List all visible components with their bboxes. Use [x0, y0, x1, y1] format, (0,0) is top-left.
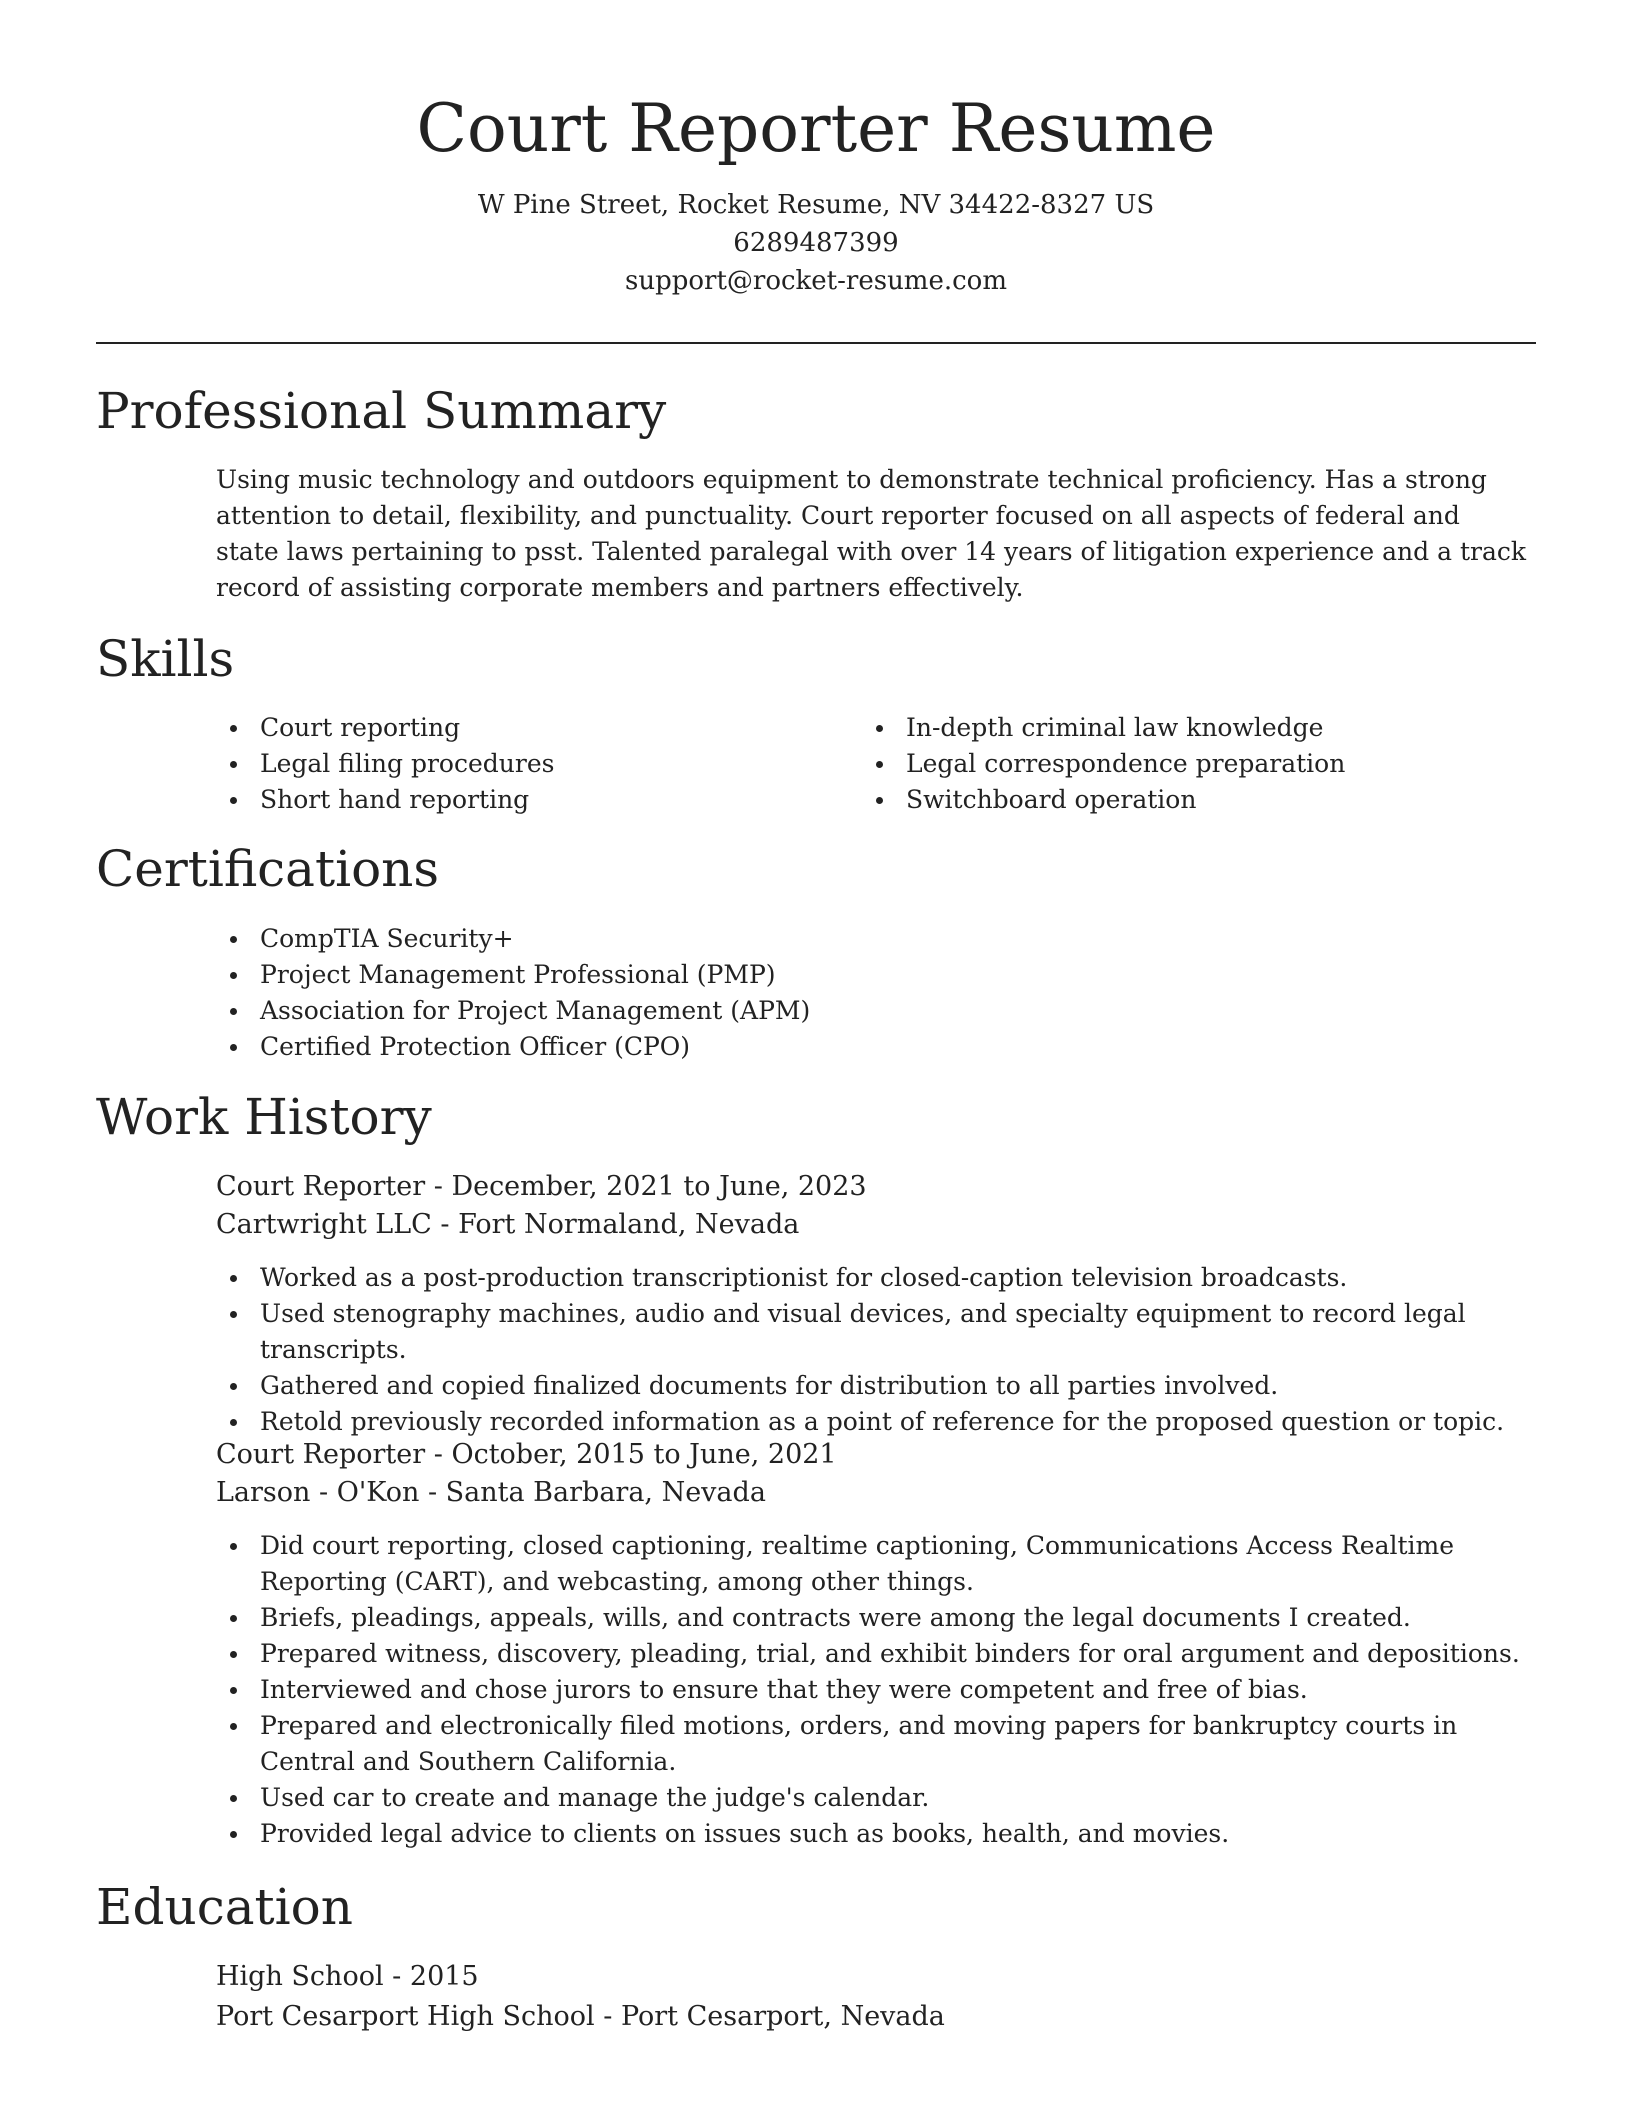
separator: -	[425, 1439, 452, 1470]
certifications-heading: Certifications	[96, 840, 440, 898]
job-title: Court Reporter	[216, 1439, 426, 1470]
list-item: Legal correspondence preparation	[862, 746, 1482, 782]
list-item: In-depth criminal law knowledge	[862, 710, 1482, 746]
job-company: Larson - O'Kon	[216, 1477, 420, 1508]
separator: -	[425, 1171, 452, 1202]
separator: -	[594, 2001, 621, 2032]
list-item: CompTIA Security+	[216, 921, 1216, 957]
list-item: Court reporting	[216, 710, 836, 746]
certifications-list	[216, 921, 1216, 1065]
job-dates: October, 2015 to June, 2021	[451, 1439, 837, 1470]
list-item: Provided legal advice to clients on issues such as books, health, and movies.	[216, 1816, 1546, 1852]
list-item: Retold previously recorded information as a point of reference for the proposed question or topic.	[216, 1404, 1546, 1440]
list-item: Legal filing procedures	[216, 746, 836, 782]
resume-title: Court Reporter Resume	[416, 90, 1216, 167]
list-item: Switchboard operation	[862, 782, 1482, 818]
separator: -	[431, 1209, 459, 1240]
summary-text: Using music technology and outdoors equipment to demonstrate technical proficiency. Has a strong attention to detail, flexibility, and punctuality. Court reporter focused on all aspects of federal and state laws pertaining to psst. Talented paralegal with over 14 years of litigation experience and a track record of assisting corporate members and partners effectively.	[216, 465, 1526, 602]
email: support@rocket-resume.com	[624, 266, 1007, 296]
list-item: Prepared witness, discovery, pleading, trial, and exhibit binders for oral argument and depositions.	[216, 1636, 1546, 1672]
list-item: Interviewed and chose jurors to ensure that they were competent and free of bias.	[216, 1672, 1546, 1708]
list-item: Did court reporting, closed captioning, realtime captioning, Communications Access Realtime Reporting (CART), and webcasting, among other things.	[216, 1528, 1546, 1600]
separator: -	[419, 1477, 446, 1508]
list-item: Short hand reporting	[216, 782, 836, 818]
skills-heading: Skills	[96, 630, 235, 688]
education-degree: High School	[216, 1961, 384, 1992]
education-location: Port Cesarport, Nevada	[620, 2001, 945, 2032]
list-item: Used car to create and manage the judge's calendar.	[216, 1780, 1546, 1816]
education-year: 2015	[409, 1961, 479, 1992]
job-company: Cartwright LLC	[216, 1209, 432, 1240]
list-item: Briefs, pleadings, appeals, wills, and contracts were among the legal documents I created.	[216, 1600, 1546, 1636]
job-1-title-line	[216, 1168, 867, 1206]
list-item: Worked as a post-production transcriptionist for closed-caption television broadcasts.	[216, 1260, 1546, 1296]
job-dates: December, 2021 to June, 2023	[451, 1171, 867, 1202]
job-2-bullets	[216, 1528, 1546, 1852]
job-location: Fort Normaland, Nevada	[458, 1209, 800, 1240]
header-divider	[96, 342, 1536, 344]
list-item: Gathered and copied finalized documents for distribution to all parties involved.	[216, 1368, 1546, 1404]
education-school: Port Cesarport High School	[216, 2001, 595, 2032]
job-2-company-line	[216, 1474, 766, 1512]
list-item: Prepared and electronically filed motions, orders, and moving papers for bankruptcy courts in Central and Southern California.	[216, 1708, 1546, 1780]
education-heading: Education	[96, 1878, 353, 1936]
resume-header	[96, 84, 1536, 300]
education-degree-line	[216, 1958, 479, 1996]
address: W Pine Street, Rocket Resume, NV 34422-8327 US	[477, 190, 1155, 220]
phone: 6289487399	[733, 228, 899, 258]
work-history-heading: Work History	[96, 1088, 432, 1146]
job-1-company-line	[216, 1206, 799, 1244]
job-title: Court Reporter	[216, 1171, 426, 1202]
job-1-bullets	[216, 1260, 1546, 1440]
job-location: Santa Barbara, Nevada	[445, 1477, 766, 1508]
separator: -	[383, 1961, 410, 1992]
job-2-title-line	[216, 1436, 837, 1474]
list-item: Association for Project Management (APM)	[216, 993, 1216, 1029]
list-item: Certified Protection Officer (CPO)	[216, 1029, 1216, 1065]
education-school-line	[216, 1998, 945, 2036]
list-item: Project Management Professional (PMP)	[216, 957, 1216, 993]
list-item: Used stenography machines, audio and visual devices, and specialty equipment to record legal transcripts.	[216, 1296, 1546, 1368]
skills-list-left	[216, 710, 836, 818]
summary-heading: Professional Summary	[96, 382, 667, 440]
skills-list-right	[862, 710, 1482, 818]
